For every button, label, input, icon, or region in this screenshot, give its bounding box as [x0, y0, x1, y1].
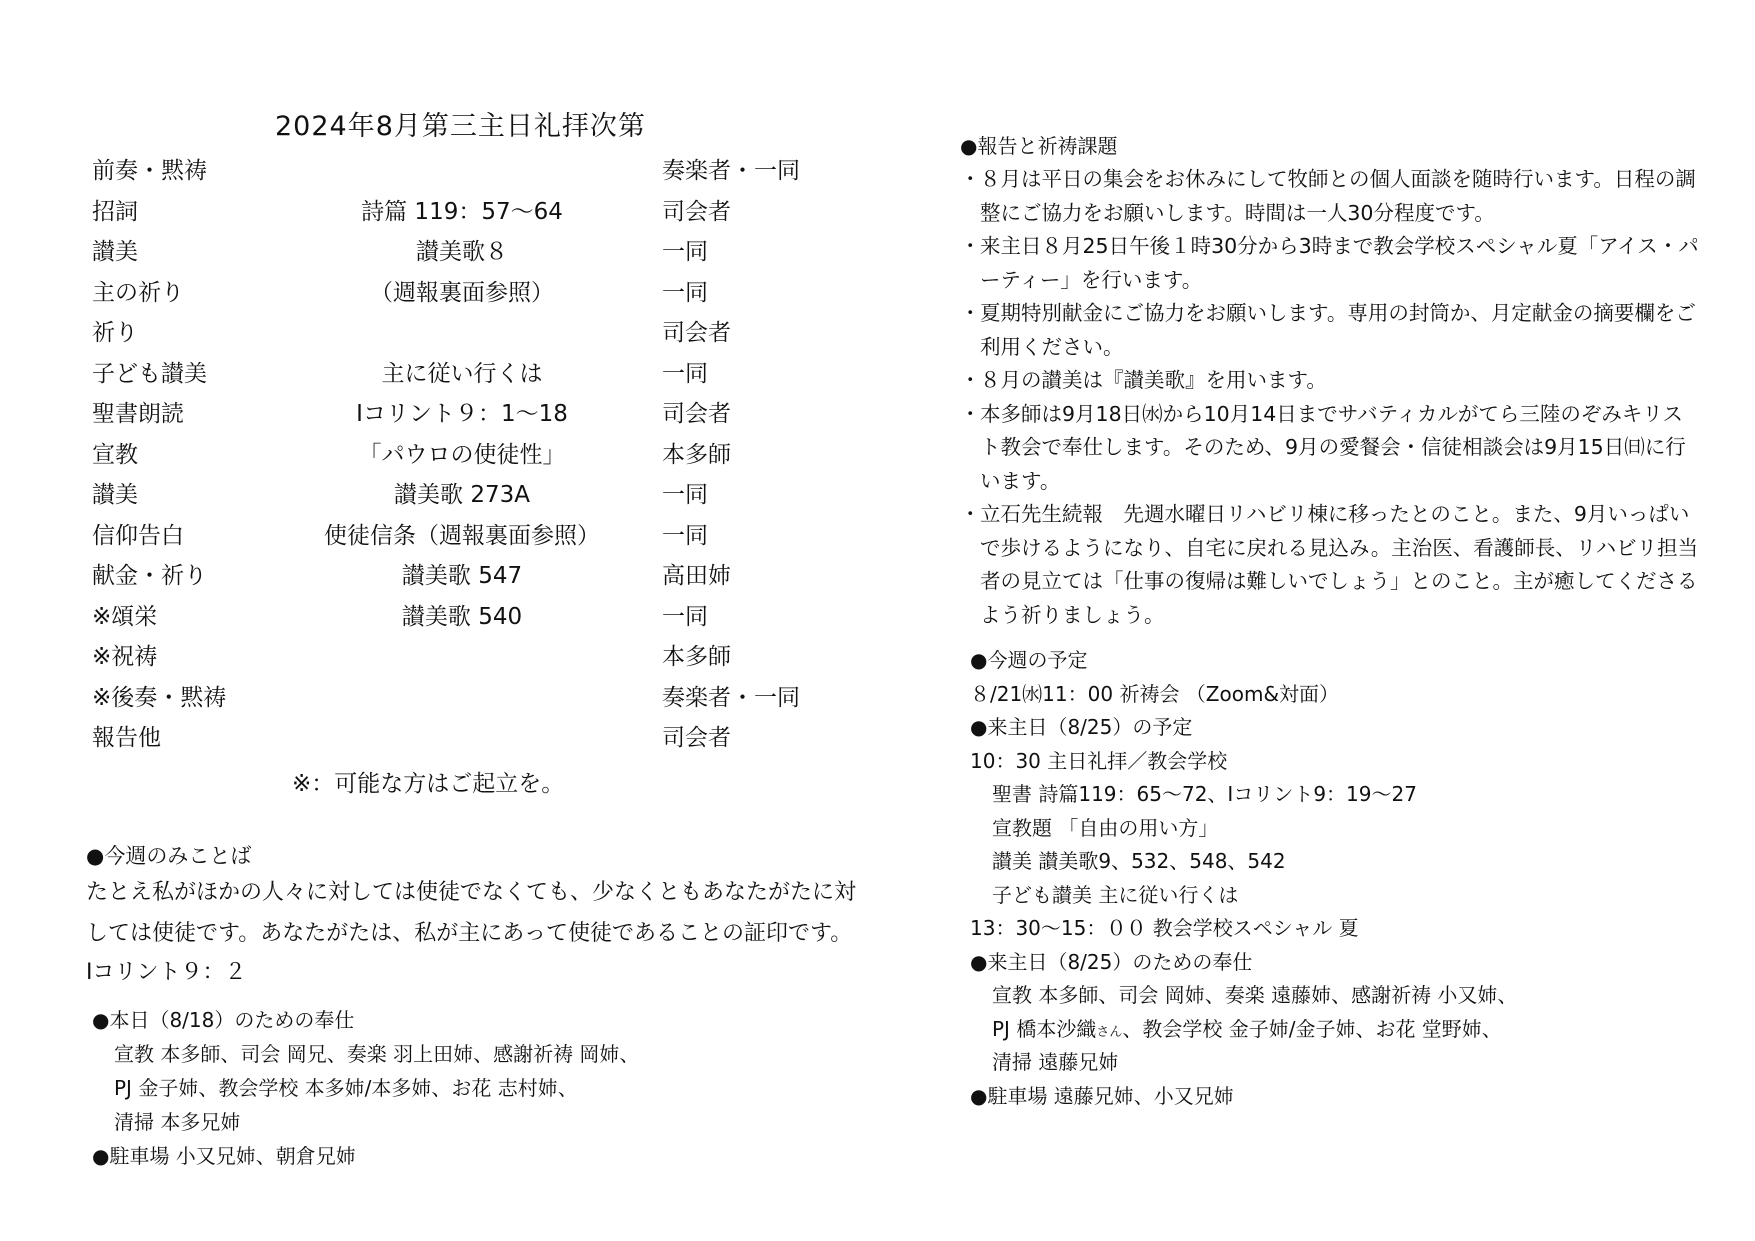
report-text: 来主日８月25日午後１時30分から3時まで教会学校スペシャル夏「アイス・パーティー」を行います。 [980, 234, 1699, 292]
order-content: Ⅰコリント９：1〜18 [356, 401, 568, 427]
order-content: 讃美歌 273A [394, 482, 530, 508]
order-item: 讃美 [92, 239, 138, 265]
order-item: 信仰告白 [92, 522, 184, 549]
honorific-san: さん [1096, 1024, 1123, 1040]
order-content: 讃美歌 540 [401, 603, 523, 630]
order-leader: 一同 [662, 360, 708, 387]
order-leader: 一同 [662, 239, 708, 265]
order-item: 報告他 [92, 725, 161, 751]
today-parking: ●駐車場 小又兄姉、朝倉兄姉 [92, 1144, 356, 1168]
order-item: 宣教 [92, 441, 138, 468]
order-leader: 奏楽者・一同 [662, 158, 800, 184]
weekly-word-reference: Ⅰコリント９：２ [86, 960, 247, 985]
right-column [960, 130, 1700, 1113]
service-order [92, 152, 832, 760]
order-row [92, 638, 832, 679]
report-item [960, 163, 1700, 230]
order-leader: 奏楽者・一同 [662, 684, 800, 711]
bullet-icon: ・ [960, 368, 981, 392]
order-leader: 一同 [662, 603, 708, 630]
order-item: ※頌栄 [92, 603, 158, 630]
next-sunday-hymns: 讃美 讃美歌9、532、548、542 [992, 849, 1286, 873]
report-text: ８月の讃美は『讃美歌』を用います。 [980, 368, 1327, 392]
order-row [92, 233, 832, 274]
next-parking: ●駐車場 遠藤兄姉、小又兄姉 [970, 1083, 1234, 1108]
report-text: 立石先生続報 先週水曜日リハビリ棟に移ったとのこと。また、9月いっぱいで歩けるようになり、自宅に戻れる見込み。主治医、看護師長、リハビリ担当者の見立ては「仕事の復帰は難しいでしょう」とのこと。主が癒してくださるよう祈りましょう。 [980, 502, 1699, 627]
standing-note: ※：可能な方はご起立を。 [292, 771, 565, 797]
order-leader: 一同 [662, 522, 708, 549]
order-item: ※後奏・黙祷 [92, 684, 227, 711]
next-service-line [960, 1013, 1700, 1047]
bullet-icon: ・ [960, 401, 981, 426]
report-text: 夏期特別献金にご協力をお願いします。専用の封筒か、月定献金の摘要欄をご利用ください。 [980, 301, 1696, 359]
report-list [960, 163, 1700, 632]
today-duties-heading: ●本日（8/18）のための奉仕 [92, 1008, 355, 1032]
order-row [92, 152, 832, 193]
order-leader: 高田姉 [662, 563, 731, 589]
order-content: 讃美歌８ [416, 239, 508, 265]
report-item [960, 498, 1700, 632]
next-sunday-special: 13：30〜15：００ 教会学校スペシャル 夏 [970, 916, 1359, 940]
report-text: ８月は平日の集会をお休みにして牧師との個人面談を随時行います。日程の調整にご協力をお願いします。時間は一人30分程度です。 [980, 167, 1696, 225]
order-leader: 一同 [662, 279, 708, 306]
order-item: 祈り [92, 320, 138, 346]
order-leader: 本多師 [662, 644, 731, 670]
bullet-icon: ・ [960, 301, 981, 325]
order-content: （週報裏面参照） [370, 279, 554, 306]
weekly-word-text [86, 872, 876, 954]
order-leader: 司会者 [662, 320, 731, 346]
weekly-word-line: しては使徒です。あなたがたは、私が主にあって使徒であることの証印です。 [86, 921, 853, 946]
order-leader: 司会者 [662, 401, 731, 427]
order-row [92, 679, 832, 720]
order-item: 前奏・黙祷 [92, 158, 207, 184]
today-duties-line: 宣教 本多師、司会 岡兄、奏楽 羽上田姉、感謝祈祷 岡姉、 [114, 1042, 640, 1066]
order-leader: 司会者 [662, 198, 731, 225]
bullet-icon: ・ [960, 502, 981, 526]
weekly-word-line: たとえ私がほかの人々に対しては使徒でなくても、少なくともあなたがたに対 [86, 880, 857, 905]
order-leader: 一同 [662, 482, 708, 508]
next-service-line: 宣教 本多師、司会 岡姉、奏楽 遠藤姉、感謝祈祷 小又姉、 [992, 983, 1518, 1007]
next-sunday-bible: 聖書 詩篇119：65〜72、Ⅰコリント9：19〜27 [992, 782, 1417, 806]
today-service-duties [92, 1003, 872, 1173]
order-row [92, 476, 832, 517]
order-row [92, 557, 832, 598]
order-item: 聖書朗読 [92, 401, 184, 427]
report-text: 本多師は9月18日㈬から10月14日までサバティカルがてら三陸のぞみキリスト教会で奉仕します。そのため、9月の愛餐会・信徒相談会は9月15日㈰に行います。 [980, 401, 1686, 493]
order-content: 使徒信条（週報裏面参照） [324, 522, 600, 549]
order-row [92, 436, 832, 477]
this-week-line: ８/21㈬11：00 祈祷会 （Zoom&対面） [970, 681, 1340, 706]
order-item: 子ども讃美 [92, 360, 207, 387]
today-duties-line: PJ 金子姉、教会学校 本多姉/本多姉、お花 志村姉、 [114, 1076, 578, 1100]
report-item [960, 297, 1700, 364]
order-item: 讃美 [92, 482, 138, 508]
weekly-word-heading: ●今週のみことば [86, 844, 252, 868]
schedule [960, 644, 1700, 1113]
order-item: ※祝祷 [92, 644, 158, 670]
order-row [92, 193, 832, 234]
next-sunday-kids-hymn: 子ども讃美 主に従い行くは [992, 882, 1239, 907]
order-row [92, 719, 832, 760]
bullet-icon: ・ [960, 167, 981, 191]
this-week-heading: ●今週の予定 [970, 648, 1088, 672]
next-service-rest: 、教会学校 金子姉/金子姉、お花 堂野姉、 [1122, 1016, 1502, 1041]
next-service-line: 清掃 遠藤兄姉 [992, 1050, 1119, 1074]
order-row [92, 598, 832, 639]
page-title: 2024年8月第三主日礼拝次第 [275, 111, 646, 142]
bullet-icon: ・ [960, 234, 981, 258]
report-item [960, 398, 1700, 499]
order-row [92, 395, 832, 436]
order-row [92, 355, 832, 396]
order-item: 献金・祈り [92, 563, 207, 589]
report-item [960, 230, 1700, 297]
next-service-heading: ●来主日（8/25）のための奉仕 [970, 949, 1253, 974]
next-sunday-sermon-title: 宣教題 「自由の用い方」 [992, 815, 1219, 840]
next-service-pj: PJ 橋本沙織 [992, 1016, 1097, 1041]
order-content: 詩篇 119：57〜64 [361, 198, 563, 225]
reports-heading: ●報告と祈祷課題 [960, 134, 1118, 158]
order-row [92, 314, 832, 355]
order-content: 主に従い行くは [381, 360, 543, 387]
order-item: 主の祈り [92, 279, 184, 306]
order-content: 「パウロの使徒性」 [358, 441, 566, 468]
weekly-word [86, 840, 876, 992]
next-sunday-time: 10：30 主日礼拝／教会学校 [970, 748, 1228, 773]
order-content: 讃美歌 547 [401, 563, 523, 589]
order-row [92, 517, 832, 558]
order-leader: 司会者 [662, 725, 731, 751]
today-duties-line: 清掃 本多兄姉 [114, 1110, 241, 1134]
order-item: 招詞 [92, 198, 138, 225]
order-row [92, 274, 832, 315]
report-item [960, 364, 1700, 398]
next-sunday-heading: ●来主日（8/25）の予定 [970, 715, 1193, 739]
order-leader: 本多師 [662, 441, 731, 468]
